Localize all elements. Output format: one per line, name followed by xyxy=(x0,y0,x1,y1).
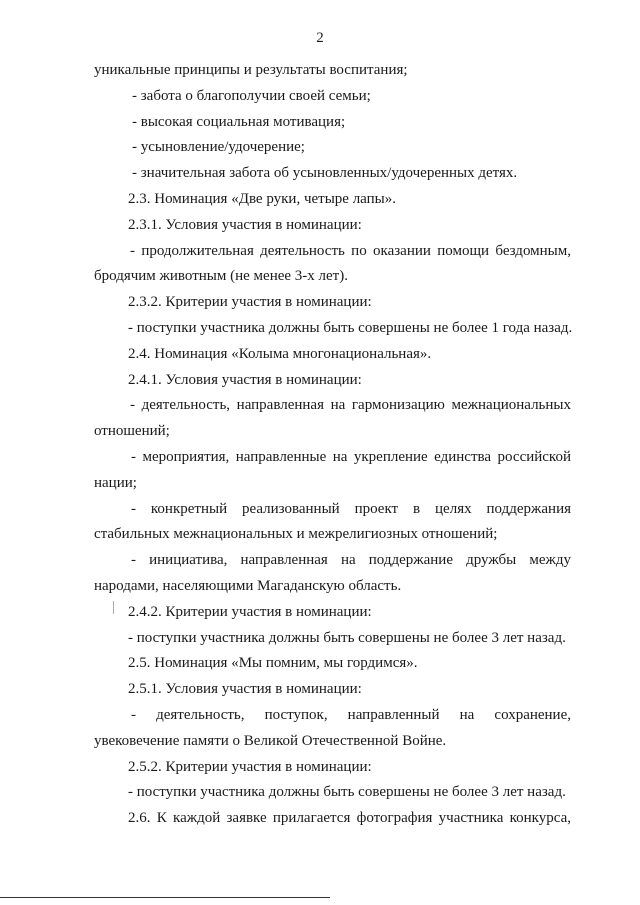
text-line: народами, населяющими Магаданскую область. xyxy=(94,577,402,594)
list-item: - забота о благополучии своей семьи; xyxy=(132,87,371,104)
scan-mark xyxy=(113,601,114,614)
subsection-heading: 2.5.1. Условия участия в номинации: xyxy=(128,681,362,698)
list-item: - значительная забота об усыновленных/удочеренных детях. xyxy=(132,165,518,182)
list-item: - усыновление/удочерение; xyxy=(132,139,305,156)
text-line: бродячим животным (не менее 3-х лет). xyxy=(94,268,348,285)
text-line: увековечение памяти о Великой Отечественной Войне. xyxy=(94,732,447,749)
page-number: 2 xyxy=(316,30,324,46)
list-item: - конкретный реализованный проект в целях поддержания xyxy=(131,500,571,517)
list-item: - продолжительная деятельность по оказании помощи бездомным, xyxy=(130,242,571,259)
text-line: уникальные принципы и результаты воспитания; xyxy=(94,62,408,78)
list-item: - инициатива, направленная на поддержание дружбы между xyxy=(131,552,571,569)
subsection-heading: 2.3.1. Условия участия в номинации: xyxy=(128,216,362,233)
subsection-heading: 2.4.1. Условия участия в номинации: xyxy=(128,371,362,388)
list-item: - деятельность, поступок, направленный на сохранение, xyxy=(131,706,571,723)
list-item: - мероприятия, направленные на укрепление единства российской xyxy=(131,448,571,465)
list-item: - поступки участника должны быть совершены не более 3 лет назад. xyxy=(128,784,566,801)
subsection-heading: 2.4.2. Критерии участия в номинации: xyxy=(128,603,372,620)
list-item: - высокая социальная мотивация; xyxy=(132,113,346,130)
text-line: нации; xyxy=(94,474,137,491)
subsection-heading: 2.3.2. Критерии участия в номинации: xyxy=(128,294,372,311)
subsection-heading: 2.5.2. Критерии участия в номинации: xyxy=(128,758,372,775)
section-heading: 2.6. К каждой заявке прилагается фотография участника конкурса, xyxy=(128,810,571,827)
text-line: стабильных межнациональных и межрелигиозных отношений; xyxy=(94,526,498,543)
list-item: - деятельность, направленная на гармонизацию межнациональных xyxy=(130,397,571,414)
document-body xyxy=(94,58,571,832)
list-item: - поступки участника должны быть совершены не более 3 лет назад. xyxy=(128,629,566,646)
section-heading: 2.4. Номинация «Колыма многонациональная». xyxy=(128,345,432,362)
section-heading: 2.3. Номинация «Две руки, четыре лапы». xyxy=(128,190,397,207)
section-heading: 2.5. Номинация «Мы помним, мы гордимся». xyxy=(128,655,418,672)
text-line: отношений; xyxy=(94,423,170,440)
list-item: - поступки участника должны быть совершены не более 1 года назад. xyxy=(128,319,573,336)
scan-edge-line xyxy=(0,897,330,898)
